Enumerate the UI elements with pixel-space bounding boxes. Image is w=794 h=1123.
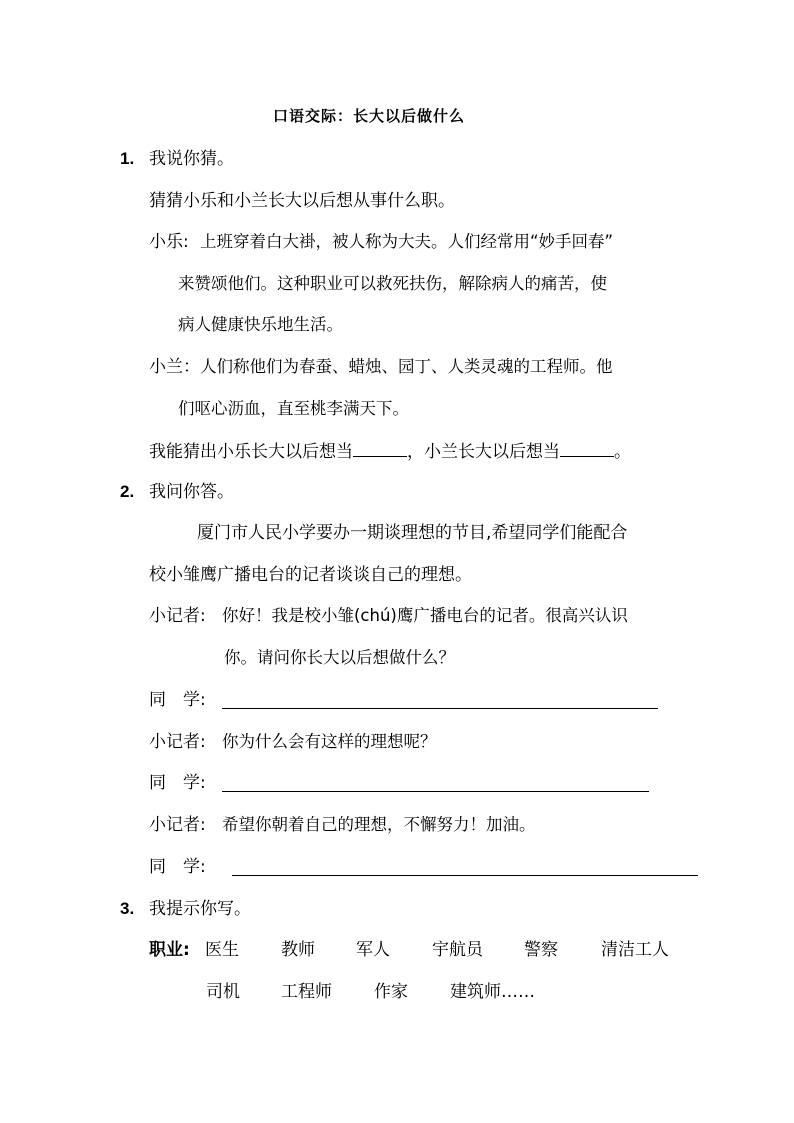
xiaole-text-2: 来赞颂他们。这种职业可以救死扶伤，解除病人的痛苦，使 bbox=[178, 274, 607, 293]
section-1-intro: 猜猜小乐和小兰长大以后想从事什么职。 bbox=[149, 191, 455, 211]
answer-line-3[interactable] bbox=[232, 857, 698, 876]
section-3-number: 3. bbox=[120, 899, 135, 918]
job-item: 警察 bbox=[524, 940, 558, 960]
job-item: 军人 bbox=[356, 940, 390, 960]
blank-xiaolan[interactable] bbox=[560, 438, 614, 457]
section-1-heading: 我说你猜。 bbox=[149, 149, 234, 169]
guess-part-a: 我能猜出小乐长大以后想当 bbox=[149, 442, 353, 462]
reporter-label-1: 小记者: bbox=[149, 606, 206, 626]
xiaolan-text-2: 们呕心沥血，直至桃李满天下。 bbox=[178, 399, 409, 418]
section-2-heading: 我问你答。 bbox=[149, 482, 234, 502]
job-item: 工程师 bbox=[281, 982, 332, 1002]
section-2-number: 2. bbox=[120, 482, 135, 501]
reporter-label-3: 小记者: bbox=[149, 815, 206, 835]
section-3-heading: 我提示你写。 bbox=[149, 899, 251, 919]
answer-line-1[interactable] bbox=[222, 690, 658, 709]
job-item: 教师 bbox=[281, 940, 315, 960]
reporter-question-3: 希望你朝着自己的理想，不懈努力！加油。 bbox=[222, 815, 536, 834]
xiaolan-speaker: 小兰： bbox=[149, 357, 200, 377]
reporter-label-2: 小记者: bbox=[149, 732, 206, 752]
section-2-intro-2: 校小雏鹰广播电台的记者谈谈自己的理想。 bbox=[149, 565, 472, 585]
page-title: 口语交际：长大以后做什么 bbox=[273, 107, 466, 125]
job-item: 建筑师…… bbox=[450, 982, 535, 1002]
xiaole-speaker: 小乐: bbox=[149, 232, 189, 252]
student-label-3: 同 学: bbox=[149, 857, 206, 877]
job-item: 作家 bbox=[374, 982, 408, 1002]
section-1-number: 1. bbox=[120, 149, 135, 168]
job-item: 宇航员 bbox=[432, 940, 483, 960]
reporter-question-2: 你为什么会有这样的理想呢？ bbox=[222, 732, 437, 751]
xiaole-text-1: 上班穿着白大褂，被人称为大夫。人们经常用“妙手回春” bbox=[200, 232, 614, 251]
guess-sentence bbox=[149, 438, 631, 464]
xiaolan-text-1: 人们称他们为春蚕、蜡烛、园丁、人类灵魂的工程师。他 bbox=[200, 357, 613, 376]
job-item: 司机 bbox=[206, 982, 240, 1002]
blank-xiaole[interactable] bbox=[353, 438, 407, 457]
student-label-1: 同 学: bbox=[149, 690, 206, 710]
xiaole-text-3: 病人健康快乐地生活。 bbox=[178, 315, 343, 334]
reporter-question-1b: 你。请问你长大以后想做什么？ bbox=[224, 648, 455, 667]
job-item: 清洁工人 bbox=[601, 940, 669, 960]
guess-part-c: 。 bbox=[614, 442, 631, 462]
job-item: 医生 bbox=[205, 940, 239, 960]
jobs-label: 职业: bbox=[149, 940, 190, 960]
student-label-2: 同 学: bbox=[149, 773, 206, 793]
reporter-question-1a: 你好！我是校小雏(chú)鹰广播电台的记者。很高兴认识 bbox=[222, 606, 628, 625]
answer-line-2[interactable] bbox=[222, 773, 649, 792]
section-2-intro-1: 厦门市人民小学要办一期谈理想的节目,希望同学们能配合 bbox=[197, 523, 628, 543]
guess-part-b: ，小兰长大以后想当 bbox=[407, 442, 560, 462]
